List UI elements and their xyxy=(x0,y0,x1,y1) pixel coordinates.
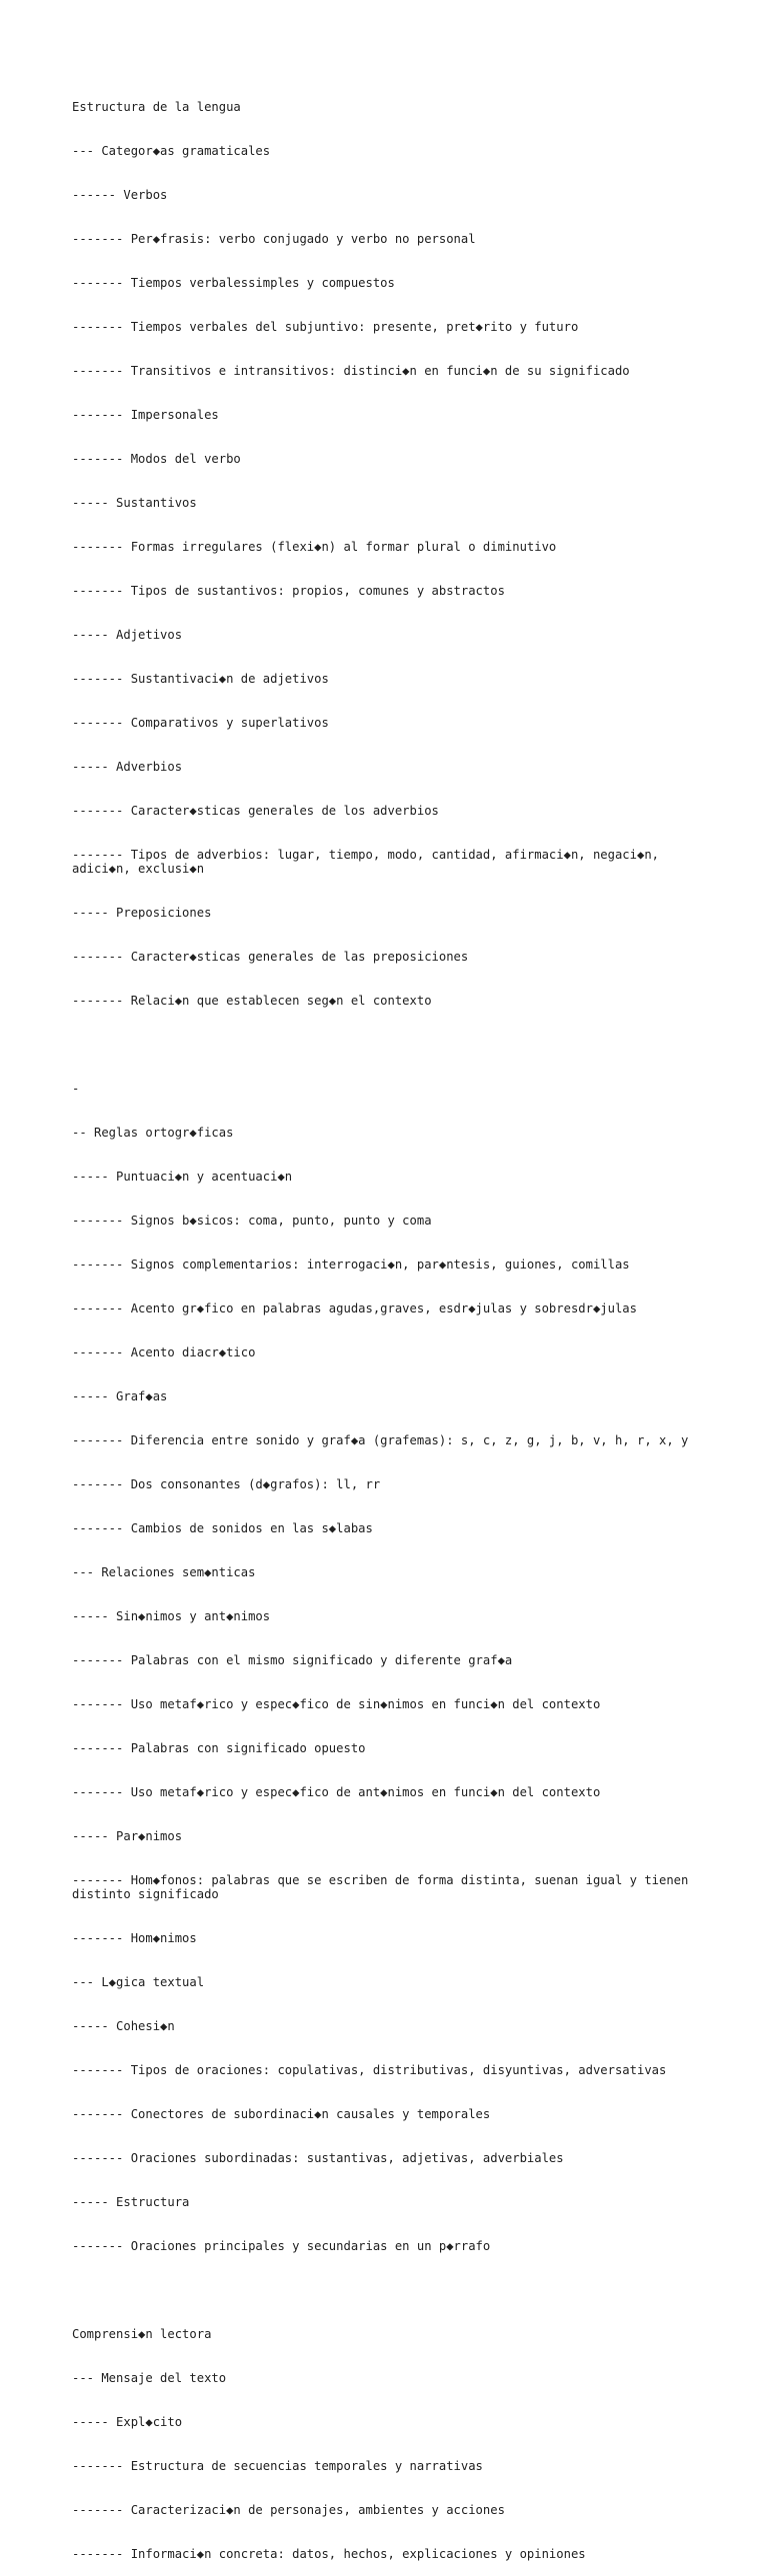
outline-line: ------- Formas irregulares (flexi◆n) al formar plural o diminutivo xyxy=(72,540,557,554)
outline-line: ----- Preposiciones xyxy=(72,906,212,921)
outline-line: ------- Tipos de adverbios: lugar, tiempo, modo, cantidad, afirmaci◆n, negaci◆n, adici◆n, exclusi◆n xyxy=(72,847,667,877)
outline-line: ------- Cambios de sonidos en las s◆labas xyxy=(72,1520,373,1535)
outline-line: ------- Signos complementarios: interrogaci◆n, par◆ntesis, guiones, comillas xyxy=(72,1258,630,1273)
outline-line: ----- Par◆nimos xyxy=(72,1828,183,1843)
outline-line: ------- Impersonales xyxy=(72,408,219,423)
outline-line: - xyxy=(72,1082,80,1097)
outline-line: ------- Tiempos verbales del subjuntivo: presente, pret◆rito y futuro xyxy=(72,320,579,335)
outline-line: ------- Palabras con significado opuesto xyxy=(72,1740,366,1755)
outline-line: --- L◆gica textual xyxy=(72,1975,205,1990)
outline-line: ------- Oraciones principales y secundarias en un p◆rrafo xyxy=(72,2239,491,2254)
outline-line: ------- Conectores de subordinaci◆n causales y temporales xyxy=(72,2107,491,2122)
outline-line: ------- Hom◆nimos xyxy=(72,1931,197,1946)
outline-line: --- Mensaje del texto xyxy=(72,2371,227,2385)
outline-line: ------- Acento diacr◆tico xyxy=(72,1345,256,1360)
outline-line: ------- Uso metaf◆rico y espec◆fico de sin◆nimos en funci◆n del contexto xyxy=(72,1696,601,1711)
outline-line: ----- Expl◆cito xyxy=(72,2414,183,2429)
outline-line: ----- Graf◆as xyxy=(72,1389,168,1404)
outline-line: ------- Sustantivaci◆n de adjetivos xyxy=(72,671,329,686)
blank-line xyxy=(72,2283,692,2298)
outline-line: ------- Per◆frasis: verbo conjugado y verbo no personal xyxy=(72,232,476,247)
blank-line xyxy=(72,1038,692,1053)
section-heading: Comprensi◆n lectora xyxy=(72,2327,212,2342)
outline-line: --- Categor◆as gramaticales xyxy=(72,144,271,159)
outline-line: ----- Estructura xyxy=(72,2195,190,2210)
outline-line: ------- Informaci◆n concreta: datos, hechos, explicaciones y opiniones xyxy=(72,2546,586,2561)
outline-line: ----- Sustantivos xyxy=(72,496,197,511)
outline-line: ------- Uso metaf◆rico y espec◆fico de ant◆nimos en funci◆n del contexto xyxy=(72,1784,601,1799)
outline-line: ------- Tipos de sustantivos: propios, comunes y abstractos xyxy=(72,583,505,598)
section-heading: Estructura de la lengua xyxy=(72,100,241,115)
outline-line: ------- Dos consonantes (d◆grafos): ll, rr xyxy=(72,1476,381,1491)
outline-line: ------- Comparativos y superlativos xyxy=(72,715,329,730)
outline-line: ------- Estructura de secuencias temporales y narrativas xyxy=(72,2458,483,2473)
outline-line: ------- Tipos de oraciones: copulativas, distributivas, disyuntivas, adversativas xyxy=(72,2063,667,2078)
outline-line: ----- Adjetivos xyxy=(72,627,183,642)
outline-line: ------- Oraciones subordinadas: sustantivas, adjetivas, adverbiales xyxy=(72,2151,564,2166)
outline-line: ------- Palabras con el mismo significado y diferente graf◆a xyxy=(72,1652,513,1667)
outline-line: ------- Modos del verbo xyxy=(72,452,241,467)
outline-line: ----- Sin◆nimos y ant◆nimos xyxy=(72,1608,271,1623)
outline-line: ------- Tiempos verbalessimples y compuestos xyxy=(72,276,395,291)
outline-line: ------- Caracter◆sticas generales de las preposiciones xyxy=(72,950,469,965)
outline-line: ------- Relaci◆n que establecen seg◆n el contexto xyxy=(72,994,432,1009)
document-text xyxy=(72,71,696,2576)
outline-line: --- Relaciones sem◆nticas xyxy=(72,1564,256,1579)
outline-line: ------- Caracter◆sticas generales de los adverbios xyxy=(72,803,439,818)
outline-line: ----- Puntuaci◆n y acentuaci◆n xyxy=(72,1170,293,1185)
outline-line: ------- Caracterizaci◆n de personajes, ambientes y acciones xyxy=(72,2502,505,2517)
outline-line: ------- Signos b◆sicos: coma, punto, punto y coma xyxy=(72,1214,432,1229)
outline-line: -- Reglas ortogr◆ficas xyxy=(72,1126,234,1141)
outline-line: ------- Diferencia entre sonido y graf◆a (grafemas): s, c, z, g, j, b, v, h, r, x, y xyxy=(72,1433,689,1448)
outline-line: ------ Verbos xyxy=(72,188,168,203)
outline-line: ----- Cohesi◆n xyxy=(72,2019,175,2034)
outline-line: ------- Hom◆fonos: palabras que se escriben de forma distinta, suenan igual y tienen distinto significado xyxy=(72,1872,696,1902)
outline-line: ----- Adverbios xyxy=(72,759,183,774)
outline-line: ------- Transitivos e intransitivos: distinci◆n en funci◆n de su significado xyxy=(72,364,630,379)
outline-line: ------- Acento gr◆fico en palabras agudas,graves, esdr◆julas y sobresdr◆julas xyxy=(72,1301,637,1316)
